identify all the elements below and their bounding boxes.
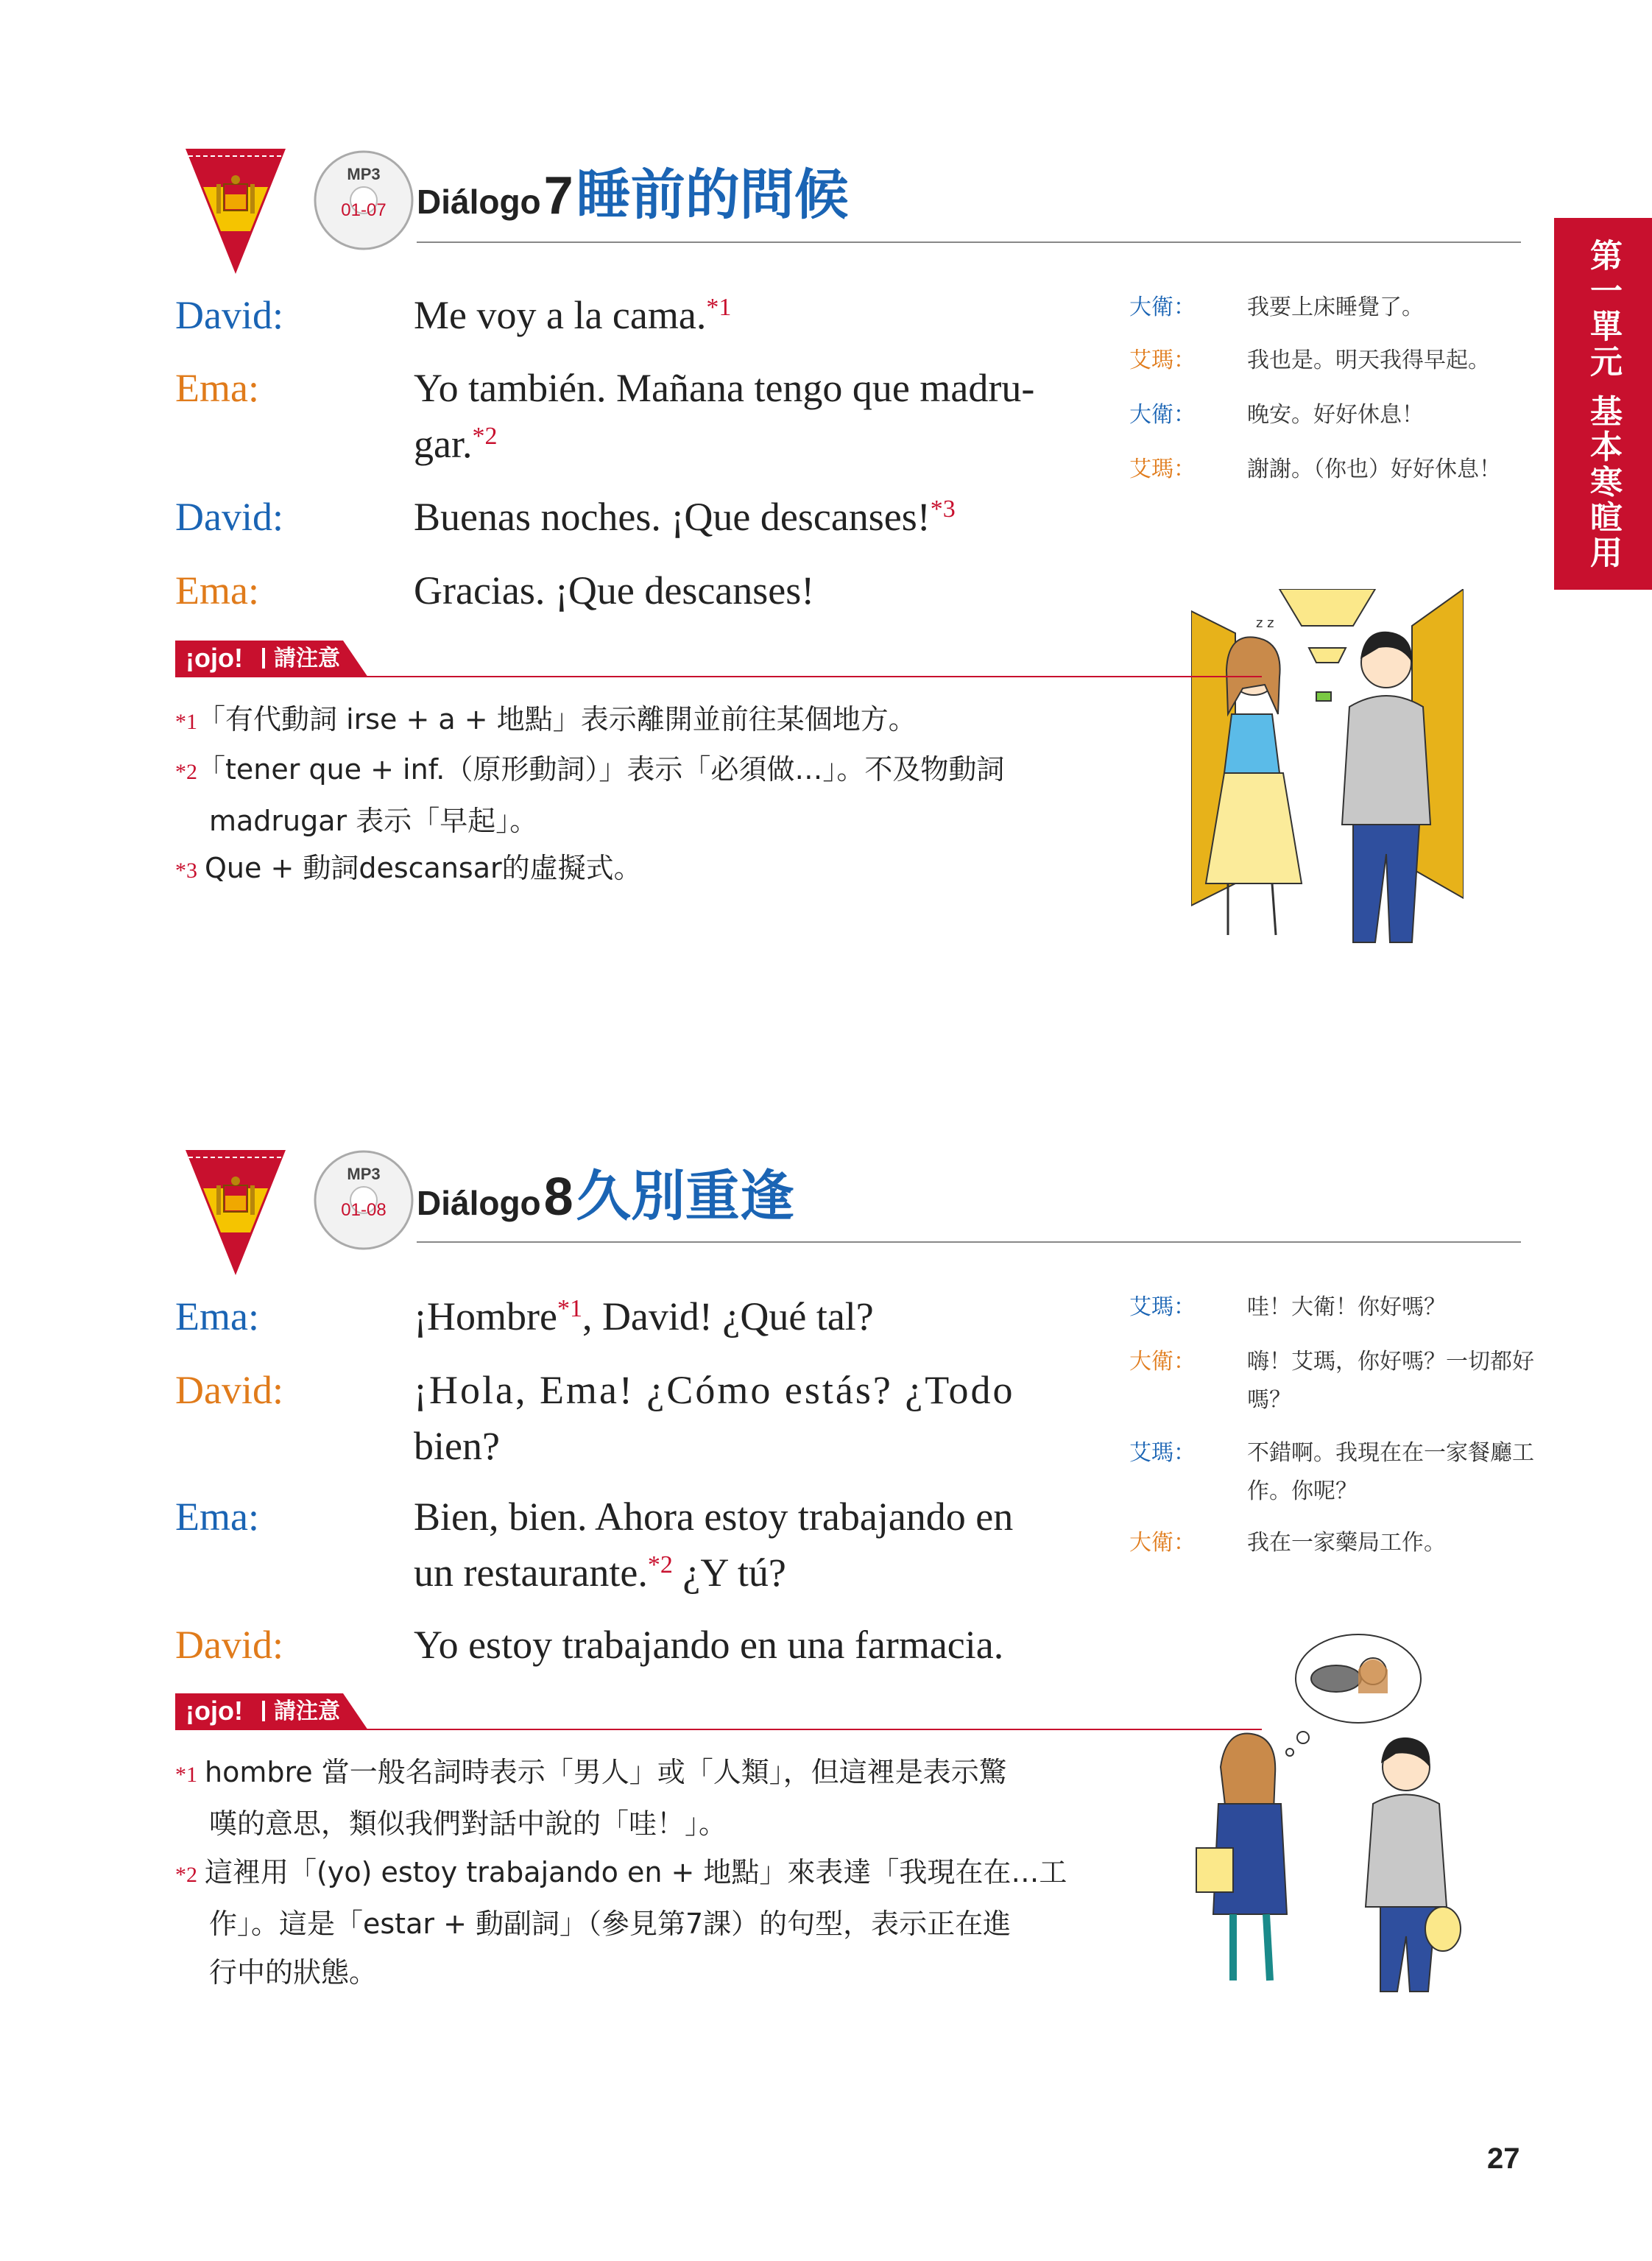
illustration-bedtime bbox=[1191, 589, 1464, 950]
footnote: *2 這裡用「(yo) estoy trabajando en + 地點」來表達「我現在在…工 作」。這是「estar + 動副詞」（參見第7課）的句型，表示正在進 行中的狀態。 bbox=[175, 1856, 1067, 1989]
dialog-number: 7 bbox=[543, 166, 573, 225]
translation-text: 哇！大衛！你好嗎？ bbox=[1247, 1294, 1446, 1320]
speaker-label: Ema: bbox=[175, 366, 259, 410]
spain-pennant-7 bbox=[184, 146, 287, 279]
ojo-separator bbox=[262, 1701, 265, 1721]
mp3-track-number: 01-08 bbox=[341, 1200, 386, 1220]
speaker-label: Ema: bbox=[175, 1495, 259, 1539]
footnote-marker: *1 bbox=[557, 1295, 582, 1322]
footnote: *1 hombre 當一般名詞時表示「男人」或「人類」，但這裡是表示驚 嘆的意思，類似我們對話中說的「哇！」。 bbox=[175, 1756, 1007, 1840]
ojo-underline bbox=[358, 676, 1262, 677]
dialog-line: Me voy a la cama.$^{*1}$ bbox=[414, 293, 732, 337]
spain-pennant-8 bbox=[184, 1147, 287, 1280]
speaker-label: Ema: bbox=[175, 568, 259, 613]
footnote-marker: *2 bbox=[472, 423, 498, 450]
ojo-caption: 請注意 bbox=[274, 1699, 340, 1724]
chapter-side-tab-label: 第一單元 基本寒暄用語 bbox=[1486, 239, 1622, 571]
dialog-title-8 bbox=[417, 1153, 794, 1231]
translation-text: 我要上床睡覺了。 bbox=[1247, 294, 1424, 320]
dialog-title-chinese: 睡前的問候 bbox=[576, 163, 849, 227]
footnote-marker: *1 bbox=[706, 294, 732, 321]
mp3-track-number: 01-07 bbox=[341, 200, 386, 220]
dialog-title-7 bbox=[417, 152, 849, 230]
ojo-underline bbox=[358, 1729, 1262, 1730]
ojo-note-header bbox=[175, 641, 1088, 677]
chapter-side-tab bbox=[1486, 218, 1652, 590]
dialog-line: Bien, bien. Ahora estoy trabajando en un restaurante.$^{*2}$ ¿Y tú? bbox=[414, 1495, 1014, 1595]
speaker-label: Ema: bbox=[175, 1294, 259, 1338]
translation-text: 我也是。明天我得早起。 bbox=[1247, 348, 1490, 373]
footnote-marker: *3 bbox=[930, 495, 956, 523]
footnote: *3 Que + 動詞descansar的虛擬式。 bbox=[175, 852, 642, 884]
title-divider bbox=[417, 241, 1521, 243]
dialog-line: ¡Hola, Ema! ¿Cómo estás? ¿Todo bien? bbox=[414, 1368, 1015, 1468]
footnote-marker: *1 bbox=[175, 1763, 197, 1787]
footnote-marker: *1 bbox=[175, 710, 197, 734]
speaker-label: David: bbox=[175, 495, 283, 539]
dialog-line: ¡Hombre$^{*1}$, David! ¿Qué tal? bbox=[414, 1294, 874, 1338]
speaker-label: David: bbox=[175, 1623, 283, 1667]
footnote: *1「有代動詞 irse + a + 地點」表示離開並前往某個地方。 bbox=[175, 703, 917, 736]
dialog-title-prefix: Diálogo bbox=[417, 183, 541, 221]
translation-speaker: 大衛： bbox=[1129, 294, 1196, 320]
translation-text: 我在一家藥局工作。 bbox=[1247, 1530, 1446, 1556]
speaker-label: David: bbox=[175, 293, 283, 337]
dialog-line: Buenas noches. ¡Que descanses!$^{*3}$ bbox=[414, 495, 956, 539]
footnote-marker: *2 bbox=[175, 1863, 197, 1887]
translation-text: 晚安。好好休息！ bbox=[1247, 402, 1424, 428]
dialog-line: Yo estoy trabajando en una farmacia. bbox=[414, 1623, 1004, 1667]
translation-speaker: 大衛： bbox=[1129, 1349, 1196, 1375]
translation-text: 嗨！艾瑪，你好嗎？一切都好嗎？ bbox=[1247, 1349, 1534, 1413]
mp3-disc-icon-8[interactable] bbox=[312, 1149, 415, 1255]
translation-speaker: 大衛： bbox=[1129, 402, 1196, 428]
footnote-marker: *2 bbox=[647, 1551, 673, 1579]
translation-text: 謝謝。（你也）好好休息！ bbox=[1247, 456, 1501, 482]
footnote: *2「tener que + inf.（原形動詞）」表示「必須做…」。不及物動詞 madrugar 表示「早起」。 bbox=[175, 753, 1005, 837]
dialog-title-chinese: 久別重逢 bbox=[576, 1165, 794, 1228]
dialog-line: Yo también. Mañana tengo que madru- gar.$^{*2}$ bbox=[414, 366, 1035, 466]
title-divider bbox=[417, 1241, 1521, 1243]
translation-speaker: 艾瑪： bbox=[1129, 1294, 1196, 1320]
illustration-reunion bbox=[1193, 1627, 1465, 1995]
translation-speaker: 艾瑪： bbox=[1129, 348, 1196, 373]
page-number: 27 bbox=[1487, 2142, 1520, 2175]
ojo-caption: 請注意 bbox=[274, 646, 340, 671]
translation-speaker: 艾瑪： bbox=[1129, 1440, 1196, 1466]
translation-text: 不錯啊。我現在在一家餐廳工作。你呢？ bbox=[1247, 1440, 1534, 1504]
footnote-marker: *3 bbox=[175, 858, 197, 883]
ojo-badge-label: ¡ojo! bbox=[186, 1696, 243, 1726]
dialog-line: Gracias. ¡Que descanses! bbox=[414, 568, 815, 613]
mp3-disc-icon-7[interactable] bbox=[312, 149, 415, 255]
speaker-label: David: bbox=[175, 1368, 283, 1412]
ojo-separator bbox=[262, 648, 265, 669]
translation-speaker: 艾瑪： bbox=[1129, 456, 1196, 482]
dialog-number: 8 bbox=[543, 1168, 573, 1227]
footnote-marker: *2 bbox=[175, 760, 197, 784]
translation-speaker: 大衛： bbox=[1129, 1530, 1196, 1556]
mp3-label: MP3 bbox=[347, 165, 381, 183]
dialog-title-prefix: Diálogo bbox=[417, 1184, 541, 1222]
ojo-badge-label: ¡ojo! bbox=[186, 643, 243, 673]
svg-text:z z: z z bbox=[1256, 615, 1274, 631]
ojo-note-header bbox=[175, 1693, 1088, 1730]
mp3-label: MP3 bbox=[347, 1165, 381, 1183]
